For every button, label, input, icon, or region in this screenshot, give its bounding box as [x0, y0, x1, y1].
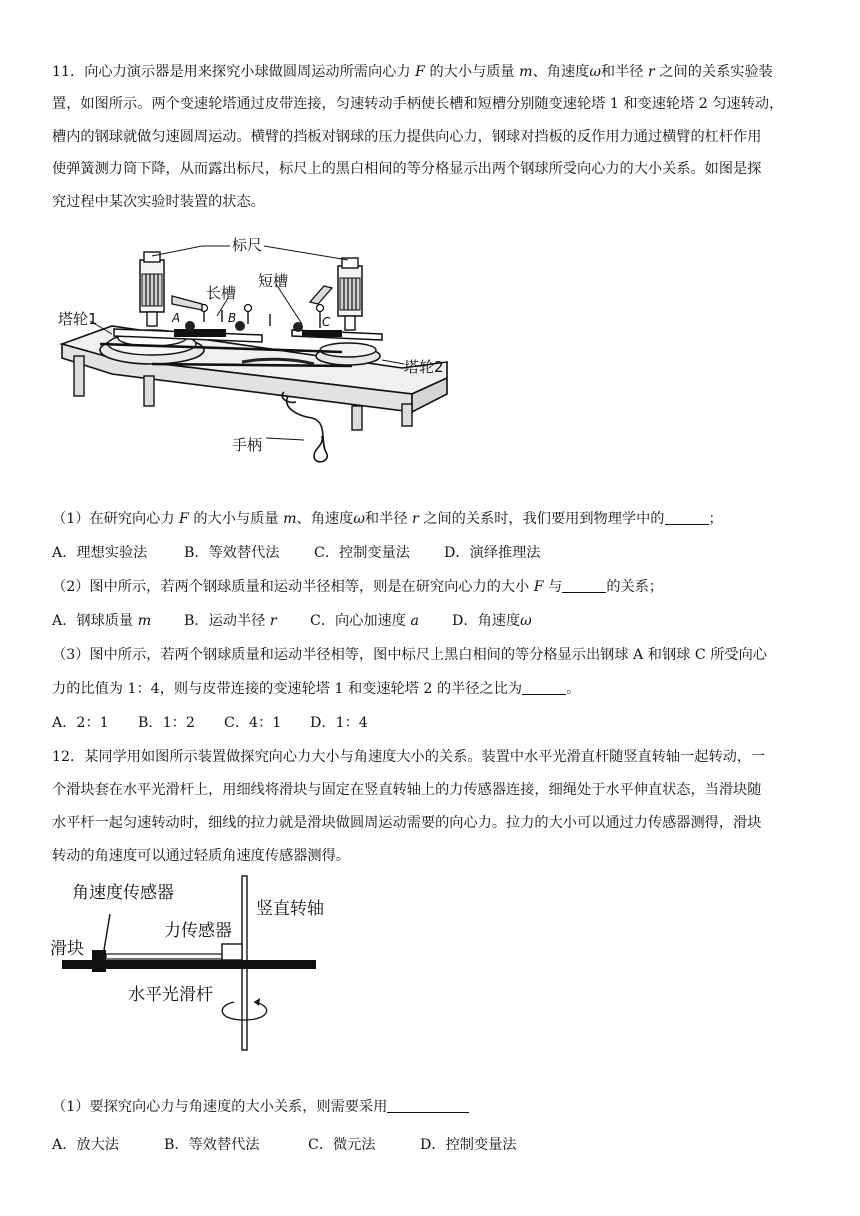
option-d[interactable]: D．控制变量法	[420, 1137, 517, 1153]
label-tower-2: 塔轮2	[404, 358, 444, 376]
option-b[interactable]: B．等效替代法	[164, 1137, 260, 1153]
q11-sub3-line1: （3）图中所示，若两个钢球质量和运动半径相等，图中标尺上黑白相间的等分格显示出钢球 A 和钢球 C 所受向心	[52, 647, 767, 663]
q11-line1: 11．向心力演示器是用来探究小球做圆周运动所需向心力 F 的大小与质量 m、角速度ω和半径 r 之间的关系实验装	[52, 64, 773, 80]
answer-blank[interactable]	[522, 680, 566, 695]
q11-line3: 槽内的钢球就做匀速圆周运动。横臂的挡板对钢球的压力提供向心力，钢球对挡板的反作用力通过横臂的杠杆作用	[52, 129, 762, 145]
string	[106, 954, 222, 959]
label-vertical-axis: 竖直转轴	[256, 899, 324, 919]
label-angular-sensor: 角速度传感器	[72, 883, 174, 903]
label-slider: 滑块	[50, 939, 84, 959]
option-a[interactable]: A．2：1	[52, 715, 109, 731]
q11-sub1-options	[52, 537, 812, 569]
demonstrator-figure	[52, 226, 472, 478]
option-d[interactable]: D．1：4	[310, 715, 368, 731]
rotating-rod-figure	[48, 874, 348, 1054]
option-a[interactable]: A．钢球质量 m	[52, 613, 152, 629]
table-leg	[352, 406, 362, 430]
ball-A	[185, 321, 195, 331]
option-b[interactable]: B．运动半径 r	[184, 613, 277, 629]
option-d[interactable]: D．角速度ω	[452, 613, 532, 629]
label-ruler: 标尺	[232, 236, 263, 254]
table-leg	[144, 376, 154, 406]
ball-B	[235, 321, 245, 331]
option-c[interactable]: C．向心加速度 a	[310, 613, 419, 629]
option-c[interactable]: C．控制变量法	[314, 545, 410, 561]
q12-sub1: （1）要探究向心力与角速度的大小关系，则需要采用	[52, 1091, 812, 1123]
label-handle: 手柄	[232, 436, 263, 454]
option-a[interactable]: A．理想实验法	[52, 545, 148, 561]
option-c[interactable]: C．微元法	[308, 1137, 376, 1153]
q11-line2: 置，如图所示。两个变速轮塔通过皮带连接，匀速转动手柄使长槽和短槽分别随变速轮塔 1 和变速轮塔 2 匀速转动，	[52, 96, 784, 112]
label-C: C	[322, 315, 331, 329]
label-long-slot: 长槽	[206, 284, 237, 302]
answer-blank[interactable]	[387, 1098, 469, 1113]
q11-sub2: （2）图中所示，若两个钢球质量和运动半径相等，则是在研究向心力的大小 F 与 的关系；	[52, 579, 664, 595]
label-rod: 水平光滑杆	[128, 985, 213, 1005]
slider	[92, 950, 106, 972]
option-c[interactable]: C．4：1	[224, 715, 282, 731]
label-tower-1: 塔轮1	[58, 310, 98, 328]
label-short-slot: 短槽	[258, 272, 289, 290]
option-d[interactable]: D．演绎推理法	[444, 545, 541, 561]
q11-line5: 究过程中某次实验时装置的状态。	[52, 194, 265, 210]
force-sensor	[222, 944, 242, 960]
q12-line1: 12．某同学用如图所示装置做探究向心力大小与角速度大小的关系。装置中水平光滑直杆随竖直转轴一起转动，一	[52, 749, 766, 765]
q11-line4: 使弹簧测力筒下降，从而露出标尺，标尺上的黑白相间的等分格显示出两个钢球所受向心力的大小关系。如图是探	[52, 161, 762, 177]
option-b[interactable]: B．等效替代法	[184, 545, 280, 561]
table-leg	[402, 404, 412, 426]
q12-sub1-options	[52, 1129, 812, 1161]
q11-sub3-options	[52, 707, 812, 739]
table-leg	[74, 356, 84, 396]
q11-sub3-line2: 力的比值为 1：4，则与皮带连接的变速轮塔 1 和变速轮塔 2 的半径之比为 。	[52, 681, 581, 697]
answer-blank[interactable]	[665, 510, 709, 525]
option-a[interactable]: A．放大法	[52, 1137, 119, 1153]
q11-sub1: （1）在研究向心力 F 的大小与质量 m、角速度ω和半径 r 之间的关系时，我们要用到物理学中的 ；	[52, 511, 723, 527]
q11-sub2-options	[52, 605, 812, 637]
label-A: A	[172, 311, 181, 325]
q12-line3: 水平杆一起匀速转动时，细线的拉力就是滑块做圆周运动需要的向心力。拉力的大小可以通过力传感器测得，滑块	[52, 815, 762, 831]
answer-blank[interactable]	[562, 578, 606, 593]
q12-line2: 个滑块套在水平光滑杆上，用细线将滑块与固定在竖直转轴上的力传感器连接，细绳处于水平伸直状态，当滑块随	[52, 782, 762, 798]
label-B: B	[228, 311, 237, 325]
option-b[interactable]: B．1：2	[138, 715, 195, 731]
q12-line4: 转动的角速度可以通过轻质角速度传感器测得。	[52, 848, 350, 864]
handle-cable	[287, 396, 328, 462]
label-force-sensor: 力传感器	[164, 921, 232, 941]
